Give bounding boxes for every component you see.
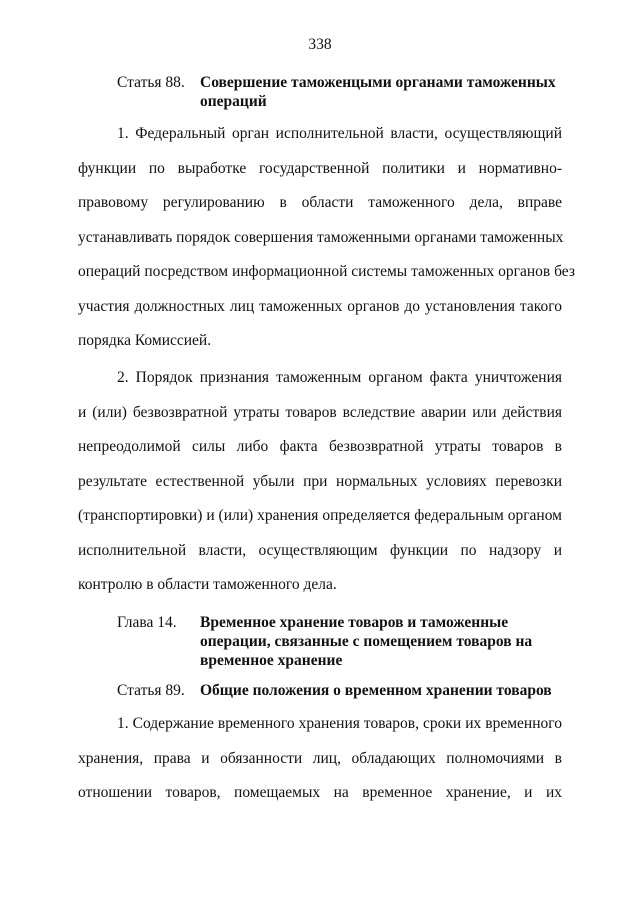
page-number: 338 xyxy=(308,36,332,53)
paragraph-line: отношении товаров, помещаемых на временное хранение, и их xyxy=(78,784,562,801)
paragraph-line: контролю в области таможенного дела. xyxy=(78,576,337,593)
paragraph-line: и (или) безвозвратной утраты товаров вследствие аварии или действия xyxy=(78,403,562,421)
article-89-paragraph-1 xyxy=(78,707,562,811)
chapter-14-label: Глава 14. xyxy=(117,614,177,631)
paragraph-line: результате естественной убыли при нормальных условиях перевозки xyxy=(78,472,562,490)
paragraph-line: 1. Федеральный орган исполнительной власти, осуществляющий xyxy=(117,125,562,142)
article-88-title: Совершение таможенцыми органами таможенных операций xyxy=(200,74,556,110)
paragraph-line: функции по выработке государственной политики и нормативно- xyxy=(78,159,562,177)
paragraph-line: (транспортировки) и (или) хранения определяется федеральным органом xyxy=(78,507,562,524)
article-89-label: Статья 89. xyxy=(117,682,185,699)
paragraph-line: непреодолимой силы либо факта безвозвратной утраты товаров в xyxy=(78,438,562,455)
article-88-paragraph-1 xyxy=(78,117,575,359)
chapter-14-heading xyxy=(117,613,577,673)
paragraph-line: участия должностных лиц таможенных органов до установления такого xyxy=(78,297,562,315)
paragraph-line: 1. Содержание временного хранения товаров, сроки их временного xyxy=(117,715,562,732)
article-88-heading xyxy=(117,73,577,113)
chapter-14-title: Временное хранение товаров и таможенные операции, связанные с помещением товаров на временное хранение xyxy=(200,614,533,669)
article-89-title: Общие положения о временном хранении товаров xyxy=(200,682,552,699)
paragraph-line: устанавливать порядок совершения таможенными органами таможенных xyxy=(78,228,564,246)
paragraph-line: порядка Комиссией. xyxy=(78,332,212,349)
article-89-heading xyxy=(117,681,577,701)
paragraph-line: операций посредством информационной системы таможенных органов без xyxy=(78,263,575,280)
article-88-paragraph-2 xyxy=(78,361,562,603)
paragraph-line: правовому регулированию в области таможенного дела, вправе xyxy=(78,194,562,211)
paragraph-line: 2. Порядок признания таможенным органом факта уничтожения xyxy=(117,369,562,386)
paragraph-line: исполнительной власти, осуществляющим функции по надзору и xyxy=(78,541,562,559)
paragraph-line: хранения, права и обязанности лиц, обладающих полномочиями в xyxy=(78,749,562,767)
article-88-label: Статья 88. xyxy=(117,74,185,91)
